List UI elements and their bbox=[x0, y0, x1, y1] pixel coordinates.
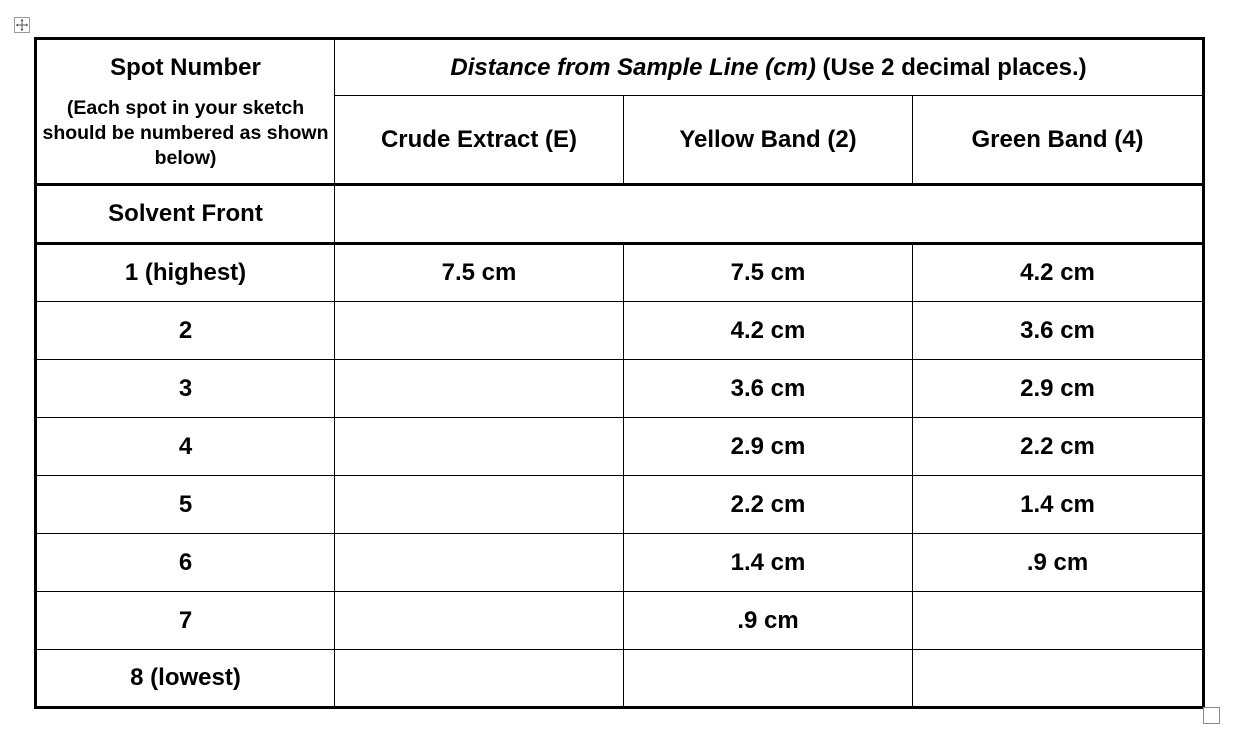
distance-header bbox=[335, 39, 1204, 96]
solvent-front-label: Solvent Front bbox=[36, 185, 335, 244]
spot-number-cell: 6 bbox=[36, 534, 335, 592]
table-row bbox=[36, 418, 1204, 476]
crude-extract-cell[interactable] bbox=[335, 360, 624, 418]
green-band-cell[interactable]: 2.2 cm bbox=[913, 418, 1204, 476]
table-row bbox=[36, 650, 1204, 708]
column-header-green: Green Band (4) bbox=[913, 96, 1204, 185]
yellow-band-cell[interactable]: 4.2 cm bbox=[624, 302, 913, 360]
table-row bbox=[36, 534, 1204, 592]
spot-number-cell: 5 bbox=[36, 476, 335, 534]
table-row bbox=[36, 360, 1204, 418]
yellow-band-cell[interactable]: 7.5 cm bbox=[624, 244, 913, 302]
table-row bbox=[36, 302, 1204, 360]
spot-number-title: Spot Number bbox=[110, 54, 261, 81]
crude-extract-cell[interactable] bbox=[335, 418, 624, 476]
table-resize-handle[interactable] bbox=[1203, 707, 1220, 724]
yellow-band-cell[interactable]: 1.4 cm bbox=[624, 534, 913, 592]
distance-title-italic: Distance from Sample Line (cm) bbox=[450, 53, 816, 81]
spot-number-cell: 2 bbox=[36, 302, 335, 360]
yellow-band-cell[interactable]: .9 cm bbox=[624, 592, 913, 650]
green-band-cell[interactable]: 4.2 cm bbox=[913, 244, 1204, 302]
green-band-cell[interactable]: 1.4 cm bbox=[913, 476, 1204, 534]
crude-extract-cell[interactable] bbox=[335, 650, 624, 708]
table-row bbox=[36, 244, 1204, 302]
spot-number-cell: 7 bbox=[36, 592, 335, 650]
spot-number-cell: 4 bbox=[36, 418, 335, 476]
green-band-cell[interactable]: 2.9 cm bbox=[913, 360, 1204, 418]
crude-extract-cell[interactable] bbox=[335, 476, 624, 534]
spot-number-cell: 1 (highest) bbox=[36, 244, 335, 302]
green-band-cell[interactable]: .9 cm bbox=[913, 534, 1204, 592]
distance-title-note: (Use 2 decimal places.) bbox=[815, 53, 1087, 81]
crude-extract-cell[interactable] bbox=[335, 592, 624, 650]
spot-number-cell: 3 bbox=[36, 360, 335, 418]
crude-extract-cell[interactable] bbox=[335, 534, 624, 592]
yellow-band-cell[interactable]: 2.2 cm bbox=[624, 476, 913, 534]
yellow-band-cell[interactable]: 2.9 cm bbox=[624, 418, 913, 476]
crude-extract-cell[interactable]: 7.5 cm bbox=[335, 244, 624, 302]
green-band-cell[interactable] bbox=[913, 592, 1204, 650]
yellow-band-cell[interactable] bbox=[624, 650, 913, 708]
move-arrows-icon bbox=[15, 18, 29, 32]
solvent-front-value[interactable] bbox=[335, 185, 1204, 244]
crude-extract-cell[interactable] bbox=[335, 302, 624, 360]
table-row bbox=[36, 592, 1204, 650]
spot-number-header bbox=[36, 39, 335, 185]
table-row bbox=[36, 476, 1204, 534]
green-band-cell[interactable] bbox=[913, 650, 1204, 708]
column-header-yellow: Yellow Band (2) bbox=[624, 96, 913, 185]
table-move-handle[interactable] bbox=[14, 17, 30, 33]
data-table bbox=[34, 37, 1205, 709]
yellow-band-cell[interactable]: 3.6 cm bbox=[624, 360, 913, 418]
spot-number-subtitle: (Each spot in your sketch should be numbered as shown below) bbox=[42, 97, 329, 169]
spot-number-cell: 8 (lowest) bbox=[36, 650, 335, 708]
column-header-crude: Crude Extract (E) bbox=[335, 96, 624, 185]
green-band-cell[interactable]: 3.6 cm bbox=[913, 302, 1204, 360]
